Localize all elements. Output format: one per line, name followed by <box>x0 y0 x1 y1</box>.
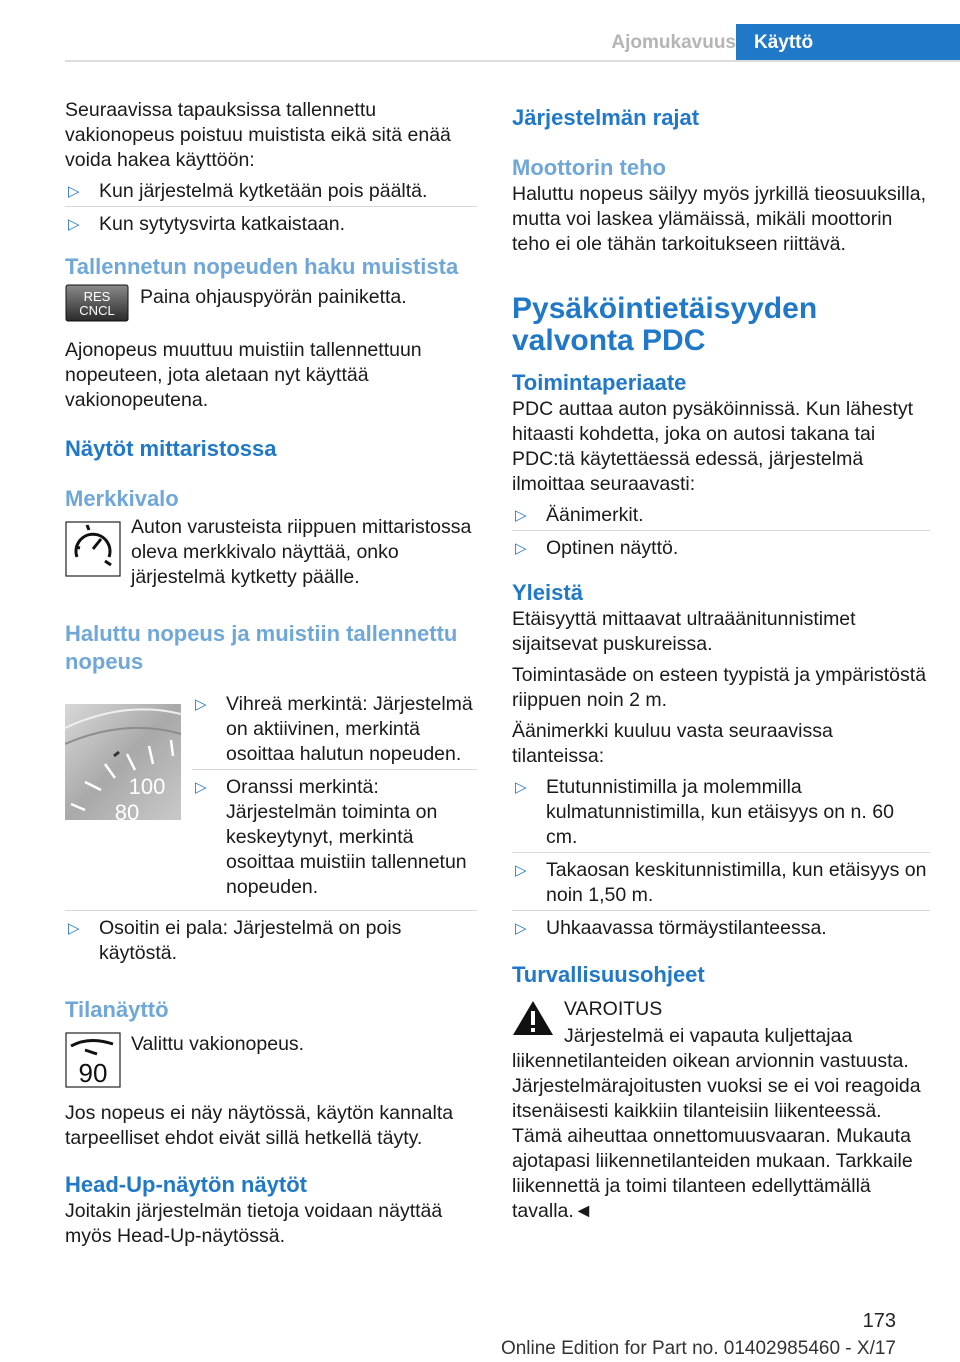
status-display-heading: Tilanäyttö <box>65 997 169 1022</box>
speedometer-gauge-image <box>65 704 192 825</box>
warning-block <box>512 997 930 1224</box>
warning-text: Järjestelmä ei vapauta kuljettajaa liikennetilanteiden oikean arvionnin vastuusta. Järjestelmärajoitusten vuoksi se ei voi reagoida itsenäisesti kaikkiin tilanteisiin liikenteessä. Tämä aiheuttaa onnettomuusvaaran. Mukauta ajotapasi liikennetilanteiden mukaan. Tarkkaile liikennettä ja toimi tilanteen edellyttämällä tavalla.◄ <box>512 1025 921 1222</box>
desired-speed-heading: Haluttu nopeus ja muistiin tallennettu nopeus <box>65 621 458 674</box>
status-row <box>65 1032 477 1093</box>
displays-heading: Näytöt mittaristossa <box>65 436 277 461</box>
list-item: ▷ Osoitin ei pala: Järjestelmä on pois käytöstä. <box>65 916 477 966</box>
svg-text:90: 90 <box>78 1058 108 1088</box>
triangle-bullet-icon: ▷ <box>515 920 527 937</box>
indicator-text: Auton varusteista riippuen mittaristossa oleva merkkivalo näyttää, onko järjestelmä kytketty päälle. <box>131 516 472 588</box>
triangle-bullet-icon: ▷ <box>68 216 80 233</box>
hud-paragraph: Joitakin järjestelmän tietoja voidaan näyttää myös Head-Up-näytössä. <box>65 1200 443 1247</box>
principle-heading: Toimintaperiaate <box>512 370 687 395</box>
triangle-bullet-icon: ▷ <box>68 920 80 937</box>
svg-text:100: 100 <box>128 774 166 799</box>
chapter-tab[interactable]: Käyttö <box>736 24 960 62</box>
triangle-bullet-icon: ▷ <box>195 696 207 713</box>
list-item: ▷ Etutunnistimilla ja molemmilla kulmatunnistimilla, kun etäisyys on n. 60 cm. <box>515 776 894 848</box>
header-rule <box>65 60 960 62</box>
divider <box>512 530 930 531</box>
triangle-bullet-icon: ▷ <box>195 779 207 796</box>
hud-heading: Head-Up-näytön näytöt <box>65 1172 307 1197</box>
divider <box>65 206 477 207</box>
engine-power-heading: Moottorin teho <box>512 155 666 180</box>
limits-heading: Järjestelmän rajat <box>512 105 700 130</box>
svg-text:80: 80 <box>114 800 140 820</box>
divider <box>512 910 930 911</box>
desired-speed-row <box>65 692 477 914</box>
divider <box>65 910 477 911</box>
principle-paragraph: PDC auttaa auton pysäköinnissä. Kun lähestyt hitaasti kohdetta, joka on autosi takana tai PDC:tä käytettäessä edessä, järjestelmä ilmoittaa seuraavasti: <box>512 398 914 495</box>
list-item: ▷ Vihreä merkintä: Järjestelmä on aktiivinen, merkintä osoittaa halutun nopeuden. <box>195 693 473 765</box>
indicator-heading: Merkkivalo <box>65 486 179 511</box>
list-item: ▷ Takaosan keskitunnistimilla, kun etäisyys on noin 1,50 m. <box>512 858 930 908</box>
triangle-bullet-icon: ▷ <box>68 183 80 200</box>
res-cncl-button-icon <box>65 283 140 328</box>
warning-title: VAROITUS <box>564 998 663 1020</box>
recall-instruction: Paina ohjauspyörän painiketta. <box>140 286 407 308</box>
divider <box>192 769 477 770</box>
engine-power-paragraph: Haluttu nopeus säilyy myös jyrkillä tieosuuksilla, mutta voi laskea ylämäissä, mikäli moottorin teho ei ole tähän tarkoitukseen riittävä. <box>512 183 927 255</box>
list-item: ▷ Äänimerkit. <box>515 504 644 526</box>
svg-text:RES: RES <box>83 289 111 304</box>
list-item: ▷ Uhkaavassa törmäystilanteessa. <box>512 916 930 941</box>
recall-heading: Tallennetun nopeuden haku muistista <box>65 254 459 279</box>
cruise-control-indicator-icon <box>65 521 131 582</box>
list-item: ▷ Optinen näyttö. <box>512 536 930 561</box>
list-item: ▷ Oranssi merkintä: Järjestelmän toiminta on keskeytynyt, merkintä osoittaa muistiin tallennetun nopeuden. <box>192 775 477 900</box>
general-paragraph-3: Äänimerkki kuuluu vasta seuraavissa tilanteissa: <box>512 720 833 767</box>
triangle-bullet-icon: ▷ <box>515 862 527 879</box>
general-list <box>512 775 930 941</box>
set-speed-display-icon <box>65 1032 131 1093</box>
triangle-bullet-icon: ▷ <box>515 540 527 557</box>
intro-paragraph: Seuraavissa tapauksissa tallennettu vakionopeus poistuu muistista eikä sitä enää voida hakea käyttöön: <box>65 99 451 171</box>
section-tab[interactable]: Ajomukavuus <box>611 32 736 53</box>
warning-triangle-icon <box>512 999 554 1042</box>
status-text: Valittu vakionopeus. <box>131 1033 305 1055</box>
triangle-bullet-icon: ▷ <box>515 779 527 796</box>
general-heading: Yleistä <box>512 580 583 605</box>
list-item: ▷ Kun järjestelmä kytketään pois päältä. <box>68 180 428 202</box>
recall-row <box>65 283 477 328</box>
right-column <box>512 98 930 1230</box>
indicator-row <box>65 515 477 596</box>
safety-heading: Turvallisuusohjeet <box>512 962 705 987</box>
general-paragraph-1: Etäisyyttä mittaavat ultraäänitunnistimet sijaitsevat puskureissa. <box>512 608 856 655</box>
desired-speed-list <box>192 692 477 908</box>
list-item: ▷ Kun sytytysvirta katkaistaan. <box>65 212 477 237</box>
pdc-heading: Pysäköintietäisyyden valvonta PDC <box>512 292 818 357</box>
page-number: 173 <box>862 1310 896 1332</box>
page-header <box>65 24 960 62</box>
left-column <box>65 98 477 1255</box>
general-paragraph-2: Toimintasäde on esteen tyypistä ja ympäristöstä riippuen noin 2 m. <box>512 664 927 711</box>
principle-list <box>512 503 930 561</box>
triangle-bullet-icon: ▷ <box>515 507 527 524</box>
svg-text:CNCL: CNCL <box>79 303 115 318</box>
recall-paragraph: Ajonopeus muuttuu muistiin tallennettuun nopeuteen, jota aletaan nyt käyttää vakionopeutena. <box>65 339 422 411</box>
off-state-list <box>65 916 477 966</box>
edition-note: Online Edition for Part no. 01402985460 - X/17 <box>500 1338 896 1359</box>
divider <box>512 852 930 853</box>
intro-list <box>65 179 477 237</box>
status-paragraph: Jos nopeus ei näy näytössä, käytön kannalta tarpeelliset ehdot eivät sillä hetkellä täyty. <box>65 1102 454 1149</box>
